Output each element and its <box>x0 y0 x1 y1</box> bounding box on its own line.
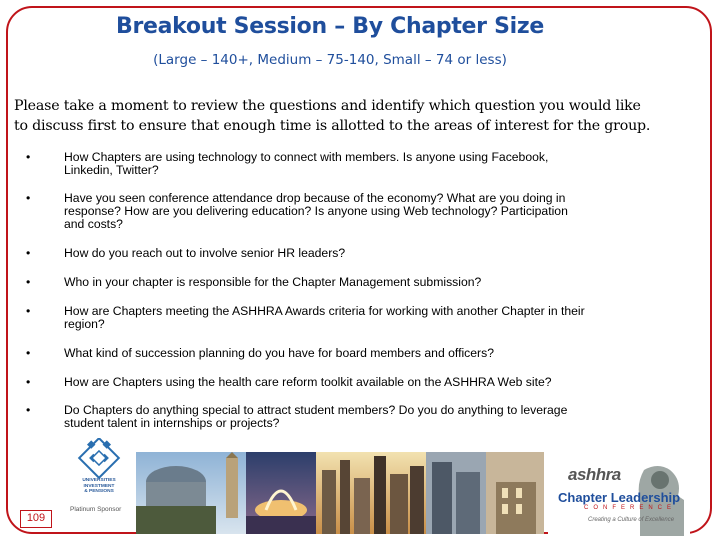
conference-tagline: Creating a Culture of Excellence <box>588 517 675 523</box>
bullet: • <box>26 403 31 417</box>
bullet: • <box>26 191 31 205</box>
question-item: • Who in your chapter is responsible for the Chapter Management submission? <box>26 275 482 289</box>
city-photo-collage <box>136 452 544 534</box>
intro-line: to discuss first to ensure that enough time is allotted to the areas of interest for the group. <box>14 118 651 134</box>
question-item: • Do Chapters do anything special to attract student members? Do you do anything to leverage student talent in internships or projects? <box>26 403 568 430</box>
chapter-leadership-wordmark: Chapter Leadership <box>558 490 681 505</box>
bullet: • <box>26 346 31 360</box>
sponsor-label: Platinum Sponsor <box>70 506 122 513</box>
intro-paragraph <box>14 96 704 136</box>
question-item: • Have you seen conference attendance drop because of the economy? What are you doing in response? How are you delivering education? Is anyone using Web technology? Participation and costs? <box>26 191 568 231</box>
question-item: • How do you reach out to involve senior HR leaders? <box>26 246 346 260</box>
question-item: • How Chapters are using technology to connect with members. Is anyone using Facebook, Linkedin, Twitter? <box>26 150 549 177</box>
bullet: • <box>26 246 31 260</box>
bullet: • <box>26 375 31 389</box>
bullet: • <box>26 275 31 289</box>
slide-title: Breakout Session – By Chapter Size <box>116 14 544 39</box>
bullet: • <box>26 150 31 164</box>
page-number: 109 <box>20 510 52 528</box>
intro-line: Please take a moment to review the questions and identify which question you would like <box>14 98 641 114</box>
question-item: • How are Chapters meeting the ASHHRA Awards criteria for working with another Chapter in their region? <box>26 304 585 331</box>
question-list <box>26 151 686 430</box>
question-item: • What kind of succession planning do you have for board members and officers? <box>26 346 494 360</box>
ashhra-logo-wordmark: ashhra <box>568 465 621 484</box>
bullet: • <box>26 304 31 318</box>
conference-wordmark: CONFERENCE <box>584 505 677 511</box>
question-item: • How are Chapters using the health care reform toolkit available on the ASHHRA Web site? <box>26 375 552 389</box>
sponsor-logo-text: UNIVERSITIES INVESTMENT & PENSIONS <box>82 478 116 494</box>
slide-subtitle: (Large – 140+, Medium – 75-140, Small – 74 or less) <box>153 52 507 68</box>
